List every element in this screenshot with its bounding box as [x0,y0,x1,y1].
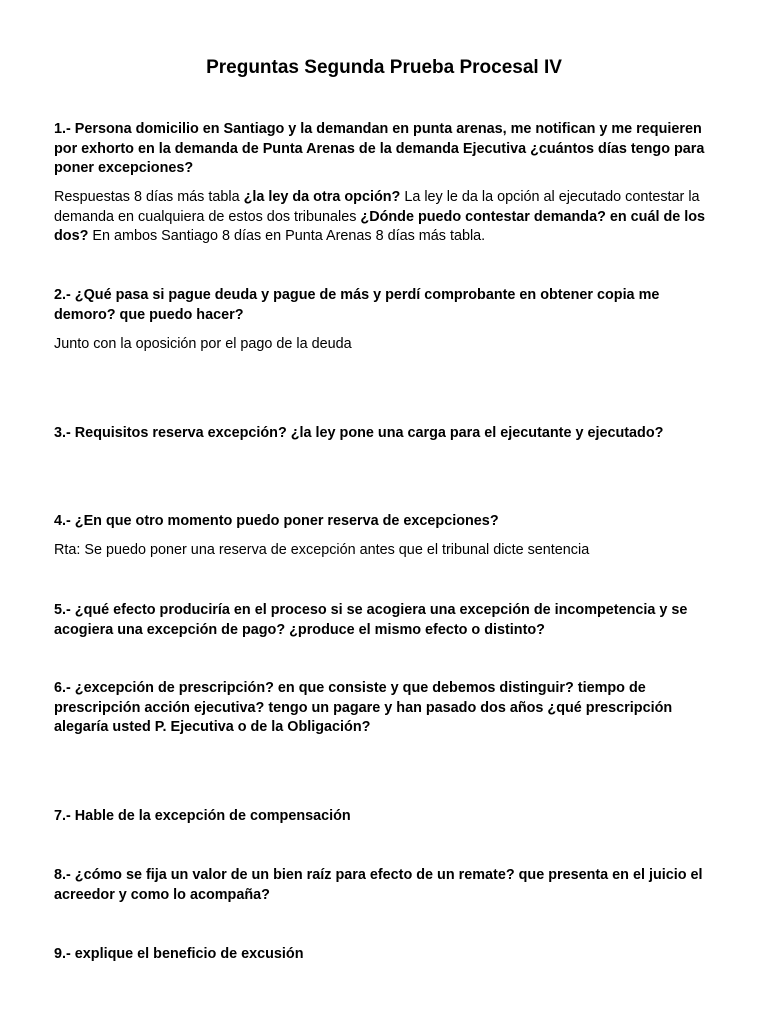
question-4: 4.- ¿En que otro momento puedo poner reserva de excepciones? [54,513,499,529]
answer-1-part-5: En ambos Santiago 8 días en Punta Arenas 8 días más tabla. [88,228,486,245]
answer-1 [54,188,719,247]
question-3: 3.- Requisitos reserva excepción? ¿la ley pone una carga para el ejecutante y ejecutado? [54,425,664,441]
question-6: 6.- ¿excepción de prescripción? en que consiste y que debemos distinguir? tiempo de prescripción acción ejecutiva? tengo un pagare y han pasado dos años ¿qué prescripción alegaría usted P. Ejecutiva o de la Obligación? [54,680,673,736]
question-8: 8.- ¿cómo se fija un valor de un bien raíz para efecto de un remate? que presenta en el juicio el acreedor y como lo acompaña? [54,867,703,903]
answer-4 [54,541,719,561]
page-title: Preguntas Segunda Prueba Procesal IV [206,57,562,78]
question-2: 2.- ¿Qué pasa si pague deuda y pague de más y perdí comprobante en obtener copia me demoro? que puedo hacer? [54,287,660,323]
question-1: 1.- Persona domicilio en Santiago y la demandan en punta arenas, me notifican y me requieren por exhorto en la demanda de Punta Arenas de la demanda Ejecutiva ¿cuántos días tengo para poner excepciones? [54,121,705,177]
answer-1-part-2: ¿la ley da otra opción? [243,189,401,205]
answer-2 [54,335,719,355]
answer-1-part-4: ¿Dónde puedo contestar demanda? en cuál de los dos? [54,208,706,245]
question-7: 7.- Hable de la excepción de compensación [54,808,351,824]
question-5: 5.- ¿qué efecto produciría en el proceso si se acogiera una excepción de incompetencia y se acogiera una excepción de pago? ¿produce el mismo efecto o distinto? [54,602,688,638]
answer-1-part-3: La ley le da la opción al ejecutado contestar la demanda en cualquiera de estos dos tribunales [54,189,700,225]
answer-4-part-1: Rta: Se puedo poner una reserva de excepción antes que el tribunal dicte sentencia [54,542,590,558]
answer-2-part-1: Junto con la oposición por el pago de la deuda [54,336,352,352]
answer-1-part-1: Respuestas 8 días más tabla [54,189,244,205]
question-9: 9.- explique el beneficio de excusión [54,946,304,962]
